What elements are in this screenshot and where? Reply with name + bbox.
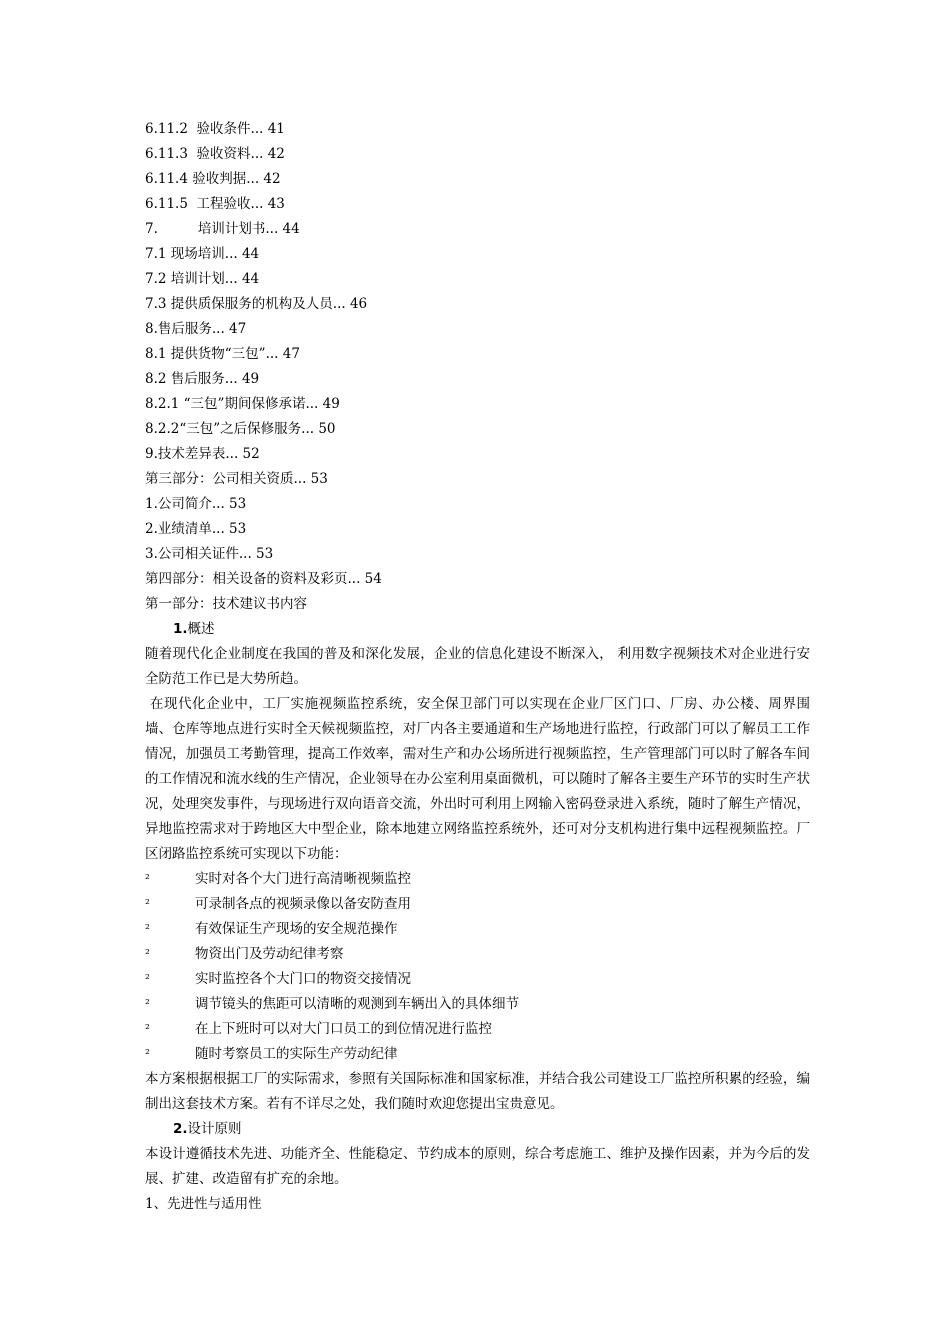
toc-page: ... 47 — [265, 346, 300, 362]
bullet-marker: ² — [145, 872, 150, 886]
paragraph-description: 在现代化企业中，工厂实施视频监控系统，安全保卫部门可以实现在企业厂区门口、厂房、办公楼、周界围墙、仓库等地点进行实时全天候视频监控，对厂内各主要通道和生产场地进行监控，行政部门可以了解员工工作情况，加强员工考勤管理，提高工作效率，需对生产和办公场所进行视频监控，生产管理部门可以时了解各车间的工作情况和流水线的生产情况，企业领导在办公室利用桌面微机，可以随时了解各主要生产环节的实时生产状况，处理突发事件，与现场进行双向语音交流，外出时可利用上网输入密码登录进入系统，随时了解生产情况，异地监控需求对于跨地区大中型企业，除本地建立网络监控系统外，还可对分支机构进行集中远程视频监控。厂区闭路监控系统可实现以下功能： — [145, 696, 810, 862]
toc-title: 验收条件 — [196, 121, 251, 137]
list-item-text: 调节镜头的焦距可以清晰的观测到车辆出入的具体细节 — [195, 996, 519, 1012]
toc-page: ... 49 — [224, 371, 260, 387]
toc-number: 8.2.2 — [145, 421, 180, 437]
toc-entry[interactable] — [145, 367, 810, 392]
list-item — [145, 992, 810, 1017]
bullet-marker: ² — [145, 972, 150, 986]
toc-page: ... 44 — [224, 271, 260, 287]
toc-number: 8.2.1 — [145, 396, 180, 412]
list-item-text: 物资出门及劳动纪律考察 — [195, 946, 344, 962]
toc-entry[interactable] — [145, 142, 810, 167]
list-item — [145, 892, 810, 917]
toc-number: 6.11.2 — [145, 121, 188, 137]
toc-page: ... 43 — [250, 196, 285, 212]
toc-title: 售后服务 — [170, 371, 225, 387]
toc-entry[interactable] — [145, 317, 810, 342]
bullet-marker: ² — [145, 947, 150, 961]
toc-entry[interactable] — [145, 417, 810, 442]
list-item-text: 实时对各个大门进行高清晰视频监控 — [195, 871, 411, 887]
list-item — [145, 1042, 810, 1067]
toc-entry[interactable] — [145, 167, 810, 192]
toc-entry[interactable] — [145, 567, 810, 592]
toc-title: 售后服务 — [157, 321, 212, 337]
toc-page: ... 53 — [293, 471, 328, 487]
section-number: 1. — [173, 621, 188, 637]
toc-number: 7.2 — [145, 271, 167, 287]
bullet-marker: ² — [145, 922, 150, 936]
toc-page: ... 46 — [332, 296, 368, 312]
toc-number: 6.11.5 — [145, 196, 188, 212]
list-item-text: 随时考察员工的实际生产劳动纪律 — [195, 1046, 398, 1062]
bullet-marker: ² — [145, 1022, 150, 1036]
section-number: 2. — [173, 1121, 188, 1137]
toc-number: 第三部分： — [145, 471, 213, 487]
toc-title: “三包”期间保修承诺 — [183, 396, 306, 412]
toc-title: 技术差异表 — [157, 446, 226, 462]
toc-number: 6.11.4 — [145, 171, 188, 187]
toc-title: 现场培训 — [170, 246, 225, 262]
toc-page: ... 41 — [250, 121, 285, 137]
toc-number: 第四部分： — [145, 571, 213, 587]
list-item — [145, 1017, 810, 1042]
toc-entry[interactable] — [145, 267, 810, 292]
toc-number: 2. — [145, 521, 158, 537]
toc-title: 提供货物“三包” — [170, 346, 266, 362]
toc-title: 验收判据 — [192, 171, 247, 187]
table-of-contents — [145, 117, 810, 592]
toc-entry[interactable] — [145, 342, 810, 367]
toc-page: ... 44 — [265, 221, 300, 237]
toc-number: 8.1 — [145, 346, 167, 362]
subsection-title: 1、先进性与适用性 — [145, 1196, 262, 1212]
toc-page: ... 54 — [347, 571, 382, 587]
toc-entry[interactable] — [145, 292, 810, 317]
part-title: 第一部分：技术建议书内容 — [145, 596, 307, 612]
toc-number: 7.3 — [145, 296, 167, 312]
paragraph-intro: 随着现代化企业制度在我国的普及和深化发展，企业的信息化建设不断深入， 利用数字视频技术对企业进行安全防范工作已是大势所趋。 — [145, 646, 810, 687]
section-heading-overview — [145, 617, 810, 642]
toc-page: ... 53 — [211, 521, 247, 537]
list-item — [145, 867, 810, 892]
toc-page: ... 53 — [211, 496, 247, 512]
toc-number: 6.11.3 — [145, 146, 188, 162]
toc-number: 7. — [145, 221, 158, 237]
toc-entry[interactable] — [145, 542, 810, 567]
paragraph-closing: 本方案根据根据工厂的实际需求，参照有关国际标准和国家标准，并结合我公司建设工厂监控所积累的经验，编制出这套技术方案。若有不详尽之处，我们随时欢迎您提出宝贵意见。 — [145, 1071, 810, 1112]
toc-title: “三包”之后保修服务 — [179, 421, 302, 437]
toc-number: 8.2 — [145, 371, 167, 387]
feature-list — [145, 867, 810, 1067]
list-item-text: 在上下班时可以对大门口员工的到位情况进行监控 — [195, 1021, 492, 1037]
section-title: 设计原则 — [187, 1121, 242, 1137]
toc-title: 提供质保服务的机构及人员 — [170, 296, 333, 312]
bullet-marker: ² — [145, 997, 150, 1011]
toc-title: 工程验收 — [196, 196, 251, 212]
section-heading-design-principles — [145, 1117, 810, 1142]
toc-title: 公司相关资质 — [212, 471, 294, 487]
document-content — [145, 117, 810, 1217]
toc-title: 相关设备的资料及彩页 — [212, 571, 348, 587]
toc-title: 公司相关证件 — [157, 546, 239, 562]
toc-entry[interactable] — [145, 117, 810, 142]
toc-number: 3. — [145, 546, 158, 562]
toc-number: 8. — [145, 321, 158, 337]
list-item — [145, 917, 810, 942]
toc-page: ... 52 — [225, 446, 260, 462]
toc-page: ... 50 — [301, 421, 336, 437]
toc-number: 7.1 — [145, 246, 167, 262]
toc-entry[interactable] — [145, 492, 810, 517]
list-item — [145, 942, 810, 967]
toc-page: ... 47 — [211, 321, 247, 337]
list-item-text: 实时监控各个大门口的物资交接情况 — [195, 971, 411, 987]
toc-title: 业绩清单 — [157, 521, 212, 537]
toc-entry[interactable] — [145, 442, 810, 467]
toc-page: ... 53 — [238, 546, 274, 562]
list-item-text: 可录制各点的视频录像以备安防查用 — [195, 896, 411, 912]
toc-title: 培训计划书 — [197, 221, 266, 237]
toc-page: ... 49 — [305, 396, 340, 412]
list-item-text: 有效保证生产现场的安全规范操作 — [195, 921, 398, 937]
toc-title: 培训计划 — [170, 271, 225, 287]
toc-entry[interactable] — [145, 467, 810, 492]
toc-entry[interactable] — [145, 192, 810, 217]
toc-page: ... 42 — [250, 146, 285, 162]
toc-entry[interactable] — [145, 217, 810, 242]
bullet-marker: ² — [145, 897, 150, 911]
toc-title: 公司简介 — [157, 496, 212, 512]
paragraph-design-principles: 本设计遵循技术先进、功能齐全、性能稳定、节约成本的原则，综合考虑施工、维护及操作因素，并为今后的发展、扩建、改造留有扩充的余地。 — [145, 1146, 810, 1187]
toc-page: ... 44 — [224, 246, 260, 262]
toc-title: 验收资料 — [196, 146, 251, 162]
bullet-marker: ² — [145, 1047, 150, 1061]
toc-page: ... 42 — [246, 171, 281, 187]
section-title: 概述 — [187, 621, 215, 637]
toc-number: 1. — [145, 496, 158, 512]
toc-entry[interactable] — [145, 242, 810, 267]
toc-number: 9. — [145, 446, 158, 462]
toc-entry[interactable] — [145, 517, 810, 542]
toc-entry[interactable] — [145, 392, 810, 417]
list-item — [145, 967, 810, 992]
